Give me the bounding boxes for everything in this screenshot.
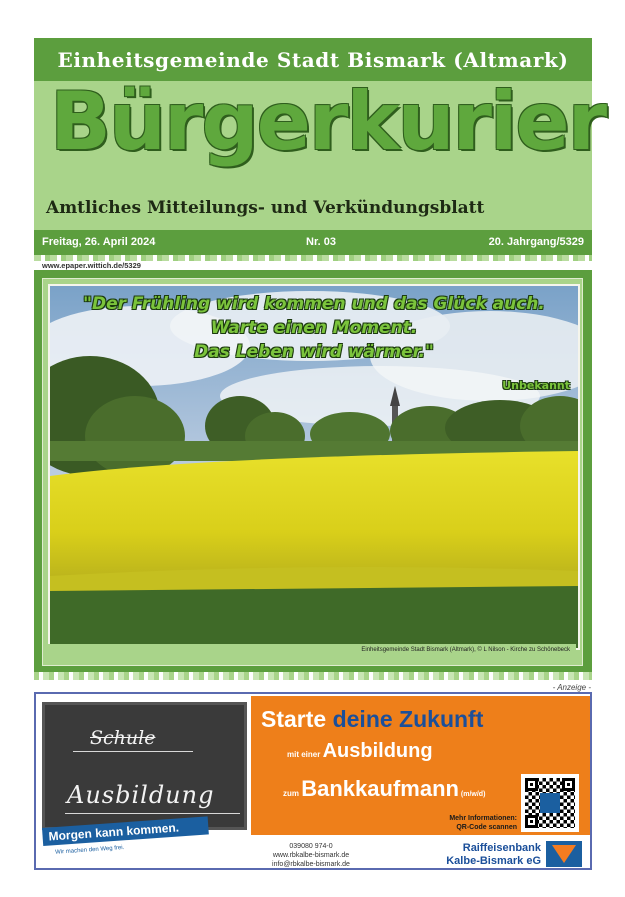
cover-photo <box>48 284 580 650</box>
qr-finder-icon <box>525 815 538 828</box>
qr-finder-icon <box>525 778 538 791</box>
quote-line-3: Das Leben wird wärmer." <box>194 342 434 362</box>
ad-line2-small: mit einer <box>287 750 323 759</box>
chalk-underline-2 <box>65 813 240 814</box>
ad-website[interactable]: www.rbkalbe-bismark.de <box>272 852 350 859</box>
ad-tagline: Morgen kann kommen. <box>42 816 209 846</box>
ad-contact <box>256 842 366 869</box>
ad-headline-b: deine Zukunft <box>332 706 484 732</box>
scan-label: QR-Code scannen <box>456 824 517 831</box>
ad-more-info <box>431 814 517 832</box>
cover-photo-frame <box>34 270 592 672</box>
issue-volume: 20. Jahrgang/5329 <box>488 236 584 248</box>
volksbank-logo-icon <box>546 841 582 867</box>
ad-headline <box>261 706 483 733</box>
ad-line3-big: Bankkaufmann <box>301 776 459 801</box>
chalk-struck-word: Schule <box>90 727 156 749</box>
qr-code-icon[interactable] <box>521 774 579 832</box>
ad-line2-big: Ausbildung <box>322 740 433 762</box>
bank-advertisement[interactable] <box>34 692 592 870</box>
ad-line3-suffix: (m/w/d) <box>458 791 486 798</box>
epaper-link[interactable]: www.epaper.wittich.de/5329 <box>42 261 141 270</box>
more-info-label: Mehr Informationen: <box>449 815 517 822</box>
issue-number: Nr. 03 <box>306 236 336 248</box>
bank-name-line1: Raiffeisenbank <box>462 842 541 854</box>
ad-phone[interactable]: 039080 974-0 <box>289 843 333 850</box>
qr-finder-icon <box>562 778 575 791</box>
ad-line3-small: zum <box>283 789 302 798</box>
bank-name <box>421 842 541 868</box>
quote-author: Unbekannt <box>502 379 570 392</box>
ad-line-2 <box>287 740 433 763</box>
municipality-name: Einheitsgemeinde Stadt Bismark (Altmark) <box>57 47 569 72</box>
bank-logo-icon <box>540 793 560 813</box>
quote-line-1: "Der Frühling wird kommen und das Glück auch. <box>83 294 545 314</box>
ad-tagline-small: Wir machen den Weg frei. <box>52 845 127 856</box>
masthead <box>34 75 606 230</box>
ad-email[interactable]: info@rbkalbe-bismark.de <box>272 861 350 868</box>
newspaper-title: Bürgerkurier <box>50 75 606 168</box>
issue-info-bar <box>34 230 592 255</box>
ad-label: - Anzeige - <box>552 683 591 692</box>
ad-orange-panel <box>251 696 590 835</box>
chalk-main-word: Ausbildung <box>67 781 215 809</box>
rapeseed-field-image <box>50 286 578 648</box>
bank-name-line2: Kalbe-Bismark eG <box>446 855 541 867</box>
ad-headline-a: Starte <box>261 706 333 732</box>
chalkboard-image <box>42 702 247 830</box>
issue-date: Freitag, 26. April 2024 <box>42 236 156 248</box>
chalk-underline <box>73 751 193 752</box>
photo-credit: Einheitsgemeinde Stadt Bismark (Altmark), © L Nilson - Kirche zu Schönebeck <box>361 647 570 653</box>
ad-line-3 <box>283 776 485 802</box>
quote-line-2: Warte einen Moment. <box>210 318 418 338</box>
newspaper-subtitle: Amtliches Mitteilungs- und Verkündungsblatt <box>46 198 485 218</box>
decorative-edge-bottom <box>34 672 592 680</box>
